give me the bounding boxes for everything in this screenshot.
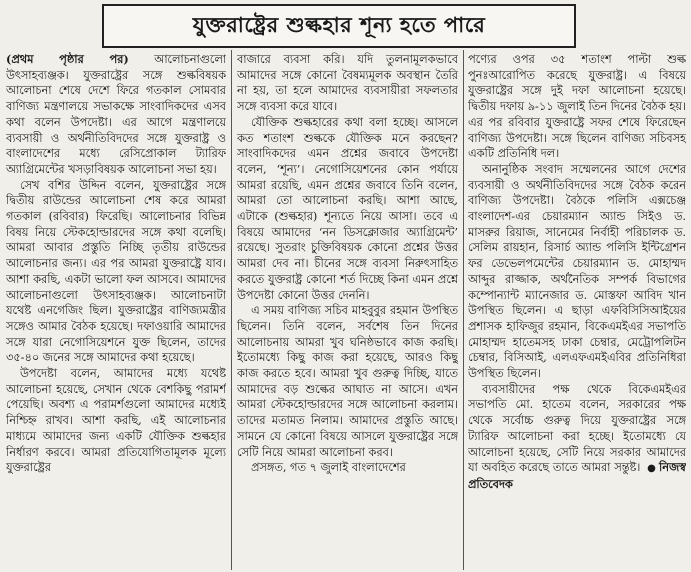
article-column-3 bbox=[468, 52, 686, 570]
paragraph: এ সময় বাণিজ্য সচিব মাহবুবুর রহমান উপস্থিত ছিলেন। তিনি বলেন, সর্বশেষ তিন দিনের আলোচনায় আমরা খুব ঘনিষ্ঠভাবে কাজ করছি। ইতোমধ্যে কিছু কাজ করা হয়েছে, আরও কিছু কাজ করতে হবে। আমরা খুব গুরুত্ব দিচ্ছি, যাতে আমাদের বড় শুল্কের আঘাত না আসে। এখন আমরা স্টেকহোল্ডারদের সঙ্গে আলোচনা করলাম। তাদের মতামত নিলাম। আমাদের প্রস্তুতি আছে। সামনে যে কোনো বিষয়ে আসলে যুক্তরাষ্ট্রের সঙ্গে সেটি নিয়ে আমরা আলোচনা করব। bbox=[237, 304, 458, 459]
continuation-tag: (প্রথম পৃষ্ঠার পর) bbox=[6, 52, 129, 66]
column-divider bbox=[463, 50, 464, 570]
paragraph-text: আলোচনাগুলো উৎসাহব্যঞ্জক। যুক্তরাষ্ট্রের সঙ্গে শুল্কবিষয়ক আলোচনা শেষে দেশে ফিরে গতকাল সোমবার বাণিজ্য মন্ত্রণালয়ে সভাকক্ষে সাংবাদিকদের এসব কথা বলেন উপদেষ্টা। এর আগে মন্ত্রণালয়ে ব্যবসায়ী ও অর্থনীতিবিদদের সঙ্গে যুক্তরাষ্ট্র ও বাংলাদেশের মধ্যে রেসিপ্রোকাল ট্যারিফ অ্যাগ্রিমেন্টের খসড়াবিষয়ক আলোচনা সভা হয়। bbox=[6, 53, 226, 176]
column-divider bbox=[231, 50, 232, 570]
article-column-1 bbox=[6, 52, 226, 570]
paragraph: যৌক্তিক শুল্কহারের কথা বলা হচ্ছে। আসলে কত শতাংশ শুল্ককে যৌক্তিক মনে করছেন? সাংবাদিকদের এমন প্রশ্নের জবাবে উপদেষ্টা বলেন, ‘শূন্য’। নেগোসিয়েশনের কোন পর্যায়ে আমরা রয়েছি, এমন প্রশ্নের জবাবে তিনি বলেন, আমরা তো আলোচনা করছি। আশা আছে, এটাকে (শুল্কহার) শূন্যতে নিয়ে আসা। তবে এ বিষয়ে আমাদের ‘নন ডিসক্লোজার অ্যাগ্রিমেন্ট’ রয়েছে। সুতরাং চুক্তিবিষয়ক কোনো প্রশ্নের উত্তর আমরা দেব না। চীনের সঙ্গে ব্যবসা নিরুৎসাহিত করতে যুক্তরাষ্ট্র কোনো শর্ত দিচ্ছে কিনা এমন প্রশ্নে উপদেষ্টা কোনো উত্তর দেননি। bbox=[237, 115, 458, 302]
headline: যুক্তরাষ্ট্রের শুল্কহার শূন্য হতে পারে bbox=[192, 11, 486, 37]
paragraph: সেখ বশির উদ্দিন বলেন, যুক্তরাষ্ট্রের সঙ্গে দ্বিতীয় রাউন্ডের আলোচনা শেষ করে আমরা গতকাল (রবিবার) ফিরেছি। আলোচনার বিভিন্ন বিষয় নিয়ে স্টেকহোল্ডারদের সঙ্গে কথা বলেছি। আমরা আবার প্রস্তুতি নিচ্ছি তৃতীয় রাউন্ডের আলোচনার জন্য। এর পর আমরা যুক্তরাষ্ট্রে যাব। আশা করছি, একটা ভালো ফল আসবে। আমাদের আলোচনাগুলো উৎসাহব্যঞ্জক। আলোচনাটা যথেষ্ট এনগেজিং ছিল। যুক্তরাষ্ট্রের বাণিজ্যমন্ত্রীর সঙ্গেও আমার বৈঠক হয়েছে। দফাওয়ারি আমাদের সঙ্গে যারা নেগোসিয়েশনে যুক্ত ছিলেন, তাদের ৩৫-৪০ জনের সঙ্গে আমাদের কথা হয়েছে। bbox=[6, 178, 226, 365]
paragraph-text: ব্যবসায়ীদের পক্ষ থেকে বিকেএমইএর সভাপতি মো. হাতেম বলেন, সরকারের পক্ষ থেকে সর্বোচ্চ গুরুত্ব দিয়ে যুক্তরাষ্ট্রের সঙ্গে ট্যারিফ আলোচনা করা হচ্ছে। ইতোমধ্যে যে আলোচনা হয়েছে, সেটি নিয়ে সরকার আমাদের যা অবহিত করেছে তাতে আমরা সন্তুষ্ট। bbox=[468, 382, 686, 475]
byline-bullet-icon: ● bbox=[647, 463, 657, 475]
article-column-2 bbox=[237, 52, 458, 570]
paragraph: উপদেষ্টা বলেন, আমাদের মধ্যে যথেষ্ট আলোচনা হয়েছে, সেখান থেকে বেশকিছু পরামর্শ পেয়েছি। অবশ্য এ পরামর্শগুলো আমাদের মধ্যেই নিশ্চিহ্ন রাখব। আশা করছি, এই আলোচনার মাধ্যমে আমাদের জন্য একটি যৌক্তিক শুল্কহার নির্ধারণ করবে। আমরা প্রতিযোগিতামূলক মূল্যে যুক্তরাষ্ট্রের bbox=[6, 367, 226, 475]
byline: নিজস্ব প্রতিবেদক bbox=[468, 460, 686, 491]
paragraph: অনানুষ্ঠিক সংবাদ সম্মেলনের আগে দেশের ব্যবসায়ী ও অর্থনীতিবিদদের সঙ্গে বৈঠক করেন বাণিজ্য উপদেষ্টা। বৈঠকে পলিসি এক্সচেঞ্জ বাংলাদেশ-এর চেয়ারম্যান অ্যান্ড সিইও ড. মাসরুর রিয়াজ, সানেমের নির্বাহী পরিচালক ড. সেলিম রায়হান, রিসার্চ অ্যান্ড পলিসি ইন্টিগ্রেশন ফর ডেভেলপমেন্টের চেয়ারম্যান ড. মোহাম্মদ আব্দুর রাজ্জাক, অর্থনৈতিক সম্পর্ক বিভাগের কম্পোন্যান্ট ম্যানেজার ড. মোস্তফা আবিদ খান উপস্থিত ছিলেন। এ ছাড়া এফবিসিসিআইয়ের প্রশাসক হাফিজুর রহমান, বিকেএমইএর সভাপতি মোহাম্মদ হাতেমসহ ঢাকা চেম্বার, মেট্রোপলিটন চেম্বার, বিসিআই, এলএফএমইএবির প্রতিনিধিরা উপস্থিত ছিলেন। bbox=[468, 162, 686, 381]
paragraph bbox=[468, 382, 686, 493]
paragraph: বাজারে ব্যবসা করি। যদি তুলনামূলকভাবে আমাদের সঙ্গে কোনো বৈষম্যমূলক অবস্থান তৈরি না হয়, তা হলে আমাদের ব্যবসায়ীরা সফলতার সঙ্গে ব্যবসা করে যাবে। bbox=[237, 53, 458, 114]
paragraph: পণ্যের ওপর ৩৫ শতাংশ পাল্টা শুল্ক পুনঃআরোপিত করেছে যুক্তরাষ্ট্র। এ বিষয়ে যুক্তরাষ্ট্রের সঙ্গে দুই দফা আলোচনা হয়েছে। দ্বিতীয় দফায় ৯-১১ জুলাই তিন দিনের বৈঠক হয়। এর পর রবিবার যুক্তরাষ্ট্রে সফর শেষে ফিরেছেন বাণিজ্য উপদেষ্টা। সঙ্গে ছিলেন বাণিজ্য সচিবসহ একটি প্রতিনিধি দল। bbox=[468, 53, 686, 161]
paragraph bbox=[6, 52, 226, 178]
paragraph: প্রসঙ্গত, গত ৭ জুলাই বাংলাদেশের bbox=[251, 461, 406, 475]
headline-box bbox=[102, 4, 576, 48]
